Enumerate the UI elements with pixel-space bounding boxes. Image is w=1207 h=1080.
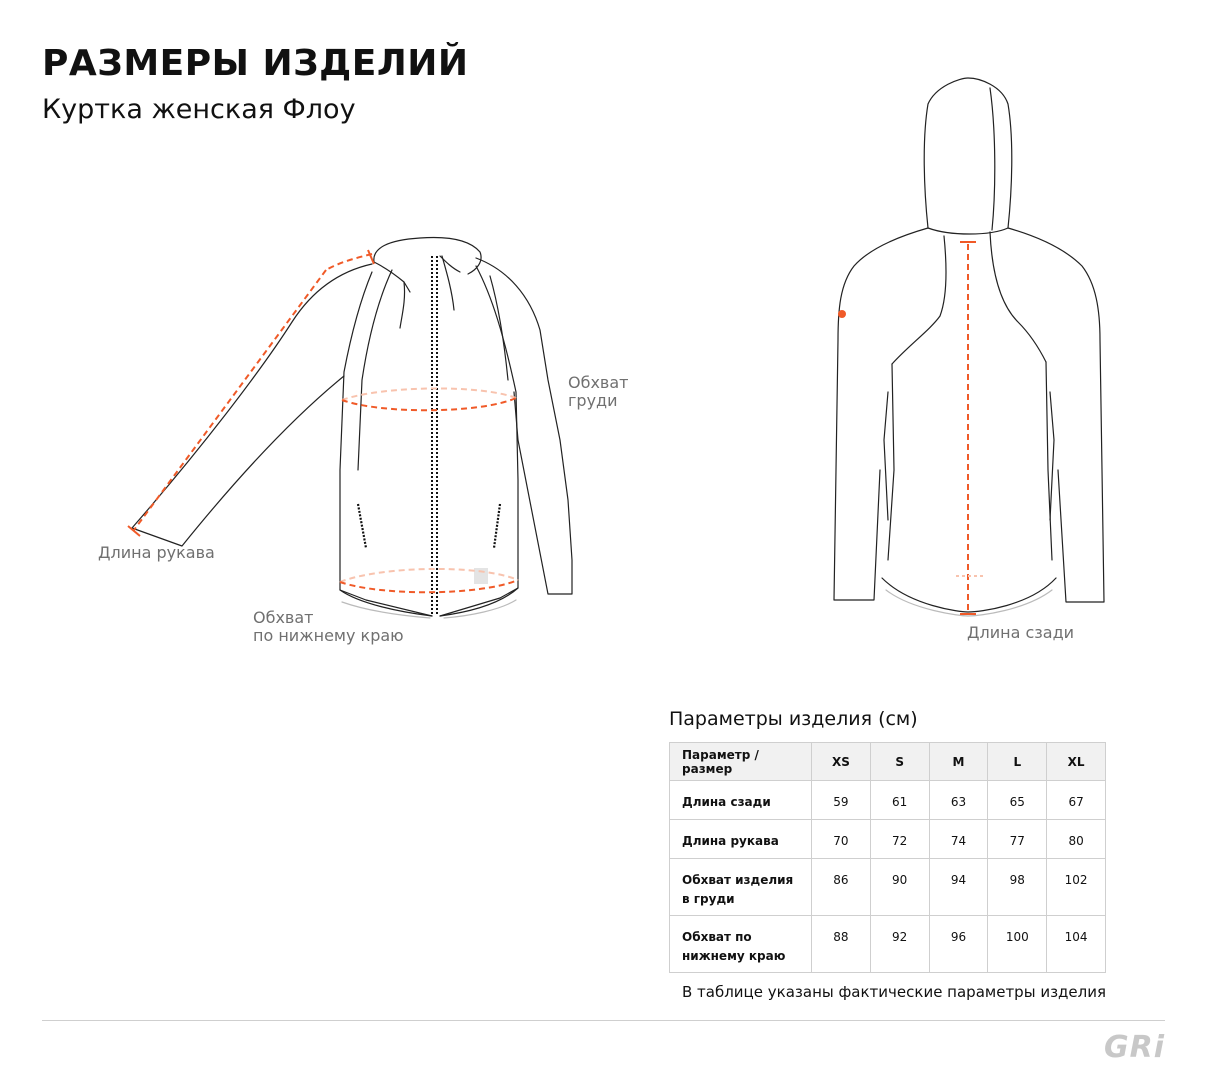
product-name: Куртка женская Флоу [42, 94, 356, 125]
row-name: Обхват по нижнему краю [670, 916, 812, 973]
table-row [670, 820, 1106, 859]
header-size-xs: XS [812, 743, 871, 781]
hem-label-line2: по нижнему краю [253, 626, 404, 645]
table-cell: 59 [812, 781, 871, 820]
hem-label-line1: Обхват [253, 608, 314, 627]
table-row [670, 781, 1106, 820]
table-cell: 102 [1047, 859, 1106, 916]
header-size-s: S [870, 743, 929, 781]
table-cell: 74 [929, 820, 988, 859]
size-table [669, 742, 1106, 973]
chest-label [568, 374, 628, 410]
sleeve-length-label: Длина рукава [98, 543, 215, 562]
table-cell: 92 [870, 916, 929, 973]
pocket-zippers [358, 504, 500, 548]
table-cell: 86 [812, 859, 871, 916]
table-cell: 67 [1047, 781, 1106, 820]
table-cell: 90 [870, 859, 929, 916]
row-name: Длина сзади [670, 781, 812, 820]
page-title: РАЗМЕРЫ ИЗДЕЛИЙ [42, 43, 469, 84]
back-length-label: Длина сзади [967, 623, 1075, 642]
brand-logo: GRi [1103, 1030, 1165, 1065]
row-name: Длина рукава [670, 820, 812, 859]
chest-label-line1: Обхват [568, 373, 629, 392]
hem-label [253, 609, 404, 645]
table-header-row [670, 743, 1106, 781]
front-zipper [432, 256, 437, 616]
header-size-l: L [988, 743, 1047, 781]
table-cell: 65 [988, 781, 1047, 820]
table-cell: 80 [1047, 820, 1106, 859]
table-cell: 96 [929, 916, 988, 973]
header-size-xl: XL [1047, 743, 1106, 781]
table-cell: 77 [988, 820, 1047, 859]
table-cell: 72 [870, 820, 929, 859]
table-cell: 98 [988, 859, 1047, 916]
table-cell: 88 [812, 916, 871, 973]
header-size-m: M [929, 743, 988, 781]
table-title: Параметры изделия (см) [669, 708, 918, 730]
table-cell: 63 [929, 781, 988, 820]
row-name: Обхват изделия в груди [670, 859, 812, 916]
back-measurements [956, 242, 984, 614]
header-param: Параметр / размер [670, 743, 812, 781]
table-cell: 61 [870, 781, 929, 820]
table-footnote: В таблице указаны фактические параметры изделия [681, 983, 1106, 1001]
table-cell: 104 [1047, 916, 1106, 973]
chest-label-line2: груди [568, 391, 618, 410]
sleeve-start-dot [838, 310, 846, 318]
table-row [670, 859, 1106, 916]
brand-label-tag [474, 568, 488, 584]
footer-divider [42, 1020, 1165, 1021]
table-row [670, 916, 1106, 973]
table-cell: 70 [812, 820, 871, 859]
table-cell: 100 [988, 916, 1047, 973]
table-cell: 94 [929, 859, 988, 916]
